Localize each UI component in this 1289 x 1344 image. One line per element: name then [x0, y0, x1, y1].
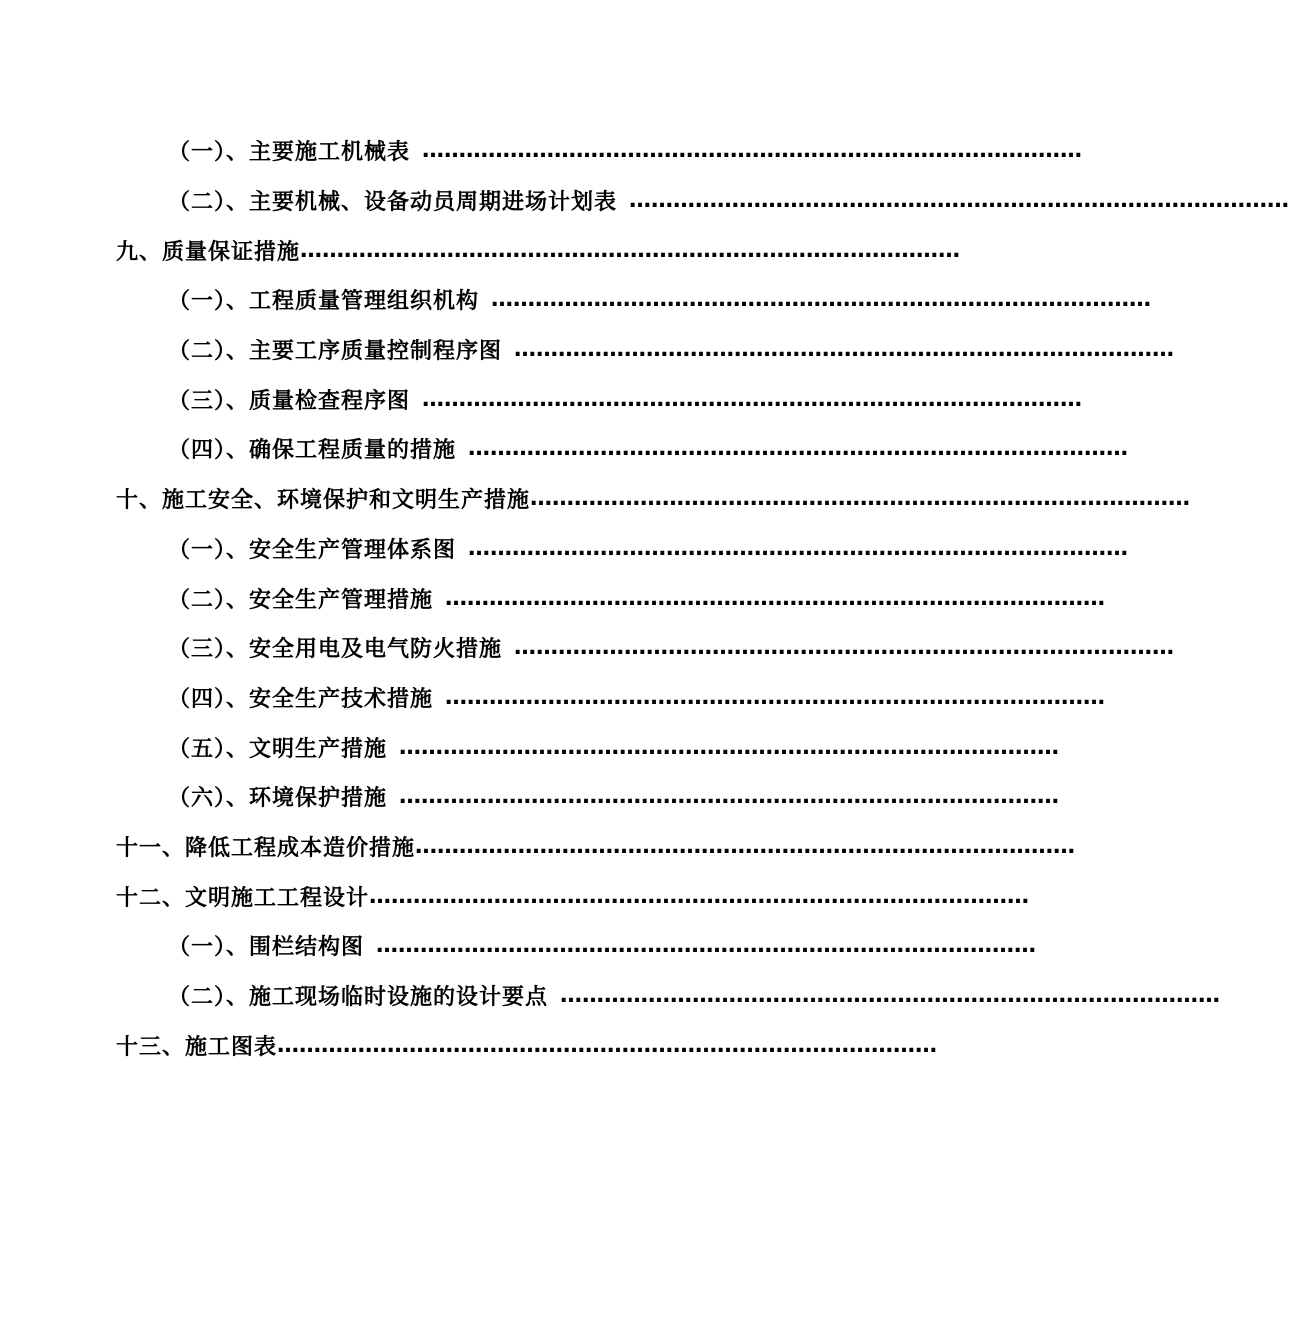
toc-entry-title: （四）、确保工程质量的措施 [168, 438, 457, 464]
toc-section-title: 十一、降低工程成本造价措施 [116, 835, 416, 861]
toc-entry-title: （二）、主要工序质量控制程序图 [168, 339, 503, 365]
toc-entry[interactable] [0, 623, 1175, 673]
toc-entry[interactable] [0, 921, 1037, 971]
toc-dot-leader: ……………………………………………………………………………… [468, 535, 1129, 561]
toc-entry[interactable] [0, 424, 1129, 474]
toc-entry[interactable] [0, 772, 1060, 822]
toc-dot-leader: ……………………………………………………………………………… [399, 784, 1060, 810]
toc-dot-leader: ……………………………………………………………………………… [514, 337, 1175, 363]
toc-dot-leader: ……………………………………………………………………………… [300, 237, 961, 263]
toc-dot-leader: ……………………………………………………………………………… [376, 933, 1037, 959]
toc-entry[interactable] [0, 573, 1106, 623]
toc-entry-title: （二）、主要机械、设备动员周期进场计划表 [168, 190, 618, 216]
toc-entry[interactable] [0, 374, 1083, 424]
toc-entry-title: （一）、围栏结构图 [168, 935, 365, 961]
toc-entry[interactable] [0, 524, 1129, 574]
toc-entry-title: （四）、安全生产技术措施 [168, 686, 434, 712]
toc-section[interactable] [0, 474, 1191, 524]
toc-entry-title: （五）、文明生产措施 [168, 736, 388, 762]
toc-entry-title: （一）、工程质量管理组织机构 [168, 289, 480, 315]
toc-entry[interactable] [0, 126, 1083, 176]
toc-section-title: 九、质量保证措施 [116, 239, 301, 265]
toc-entry[interactable] [0, 176, 1289, 226]
toc-section-title: 十三、施工图表 [116, 1034, 278, 1060]
toc-section[interactable] [0, 871, 1030, 921]
toc-entry[interactable] [0, 971, 1221, 1021]
toc-dot-leader: ……………………………………………………………………………… [530, 486, 1191, 512]
toc-section-title: 十、施工安全、环境保护和文明生产措施 [116, 488, 531, 514]
toc-dot-leader: ……………………………………………………………………………… [491, 287, 1152, 313]
toc-section[interactable] [0, 1020, 938, 1070]
toc-dot-leader: ……………………………………………………………………………… [422, 138, 1083, 164]
toc-entry-title: （六）、环境保护措施 [168, 786, 388, 812]
toc-entry-title: （一）、安全生产管理体系图 [168, 537, 457, 563]
toc-entry-title: （三）、质量检查程序图 [168, 388, 411, 414]
toc-dot-leader: ……………………………………………………………………………… [422, 386, 1083, 412]
table-of-contents [0, 126, 1289, 1070]
toc-entry[interactable] [0, 673, 1106, 723]
toc-entry-title: （三）、安全用电及电气防火措施 [168, 637, 503, 663]
toc-dot-leader: ……………………………………………………………………………… [445, 684, 1106, 710]
toc-section[interactable] [0, 225, 961, 275]
toc-dot-leader: ……………………………………………………………………………… [415, 833, 1076, 859]
toc-dot-leader: ……………………………………………………………………………… [445, 585, 1106, 611]
toc-dot-leader: ……………………………………………………………………………… [399, 734, 1060, 760]
toc-entry[interactable] [0, 325, 1175, 375]
toc-section-title: 十二、文明施工工程设计 [116, 885, 370, 911]
toc-dot-leader: ……………………………………………………………………………… [560, 983, 1221, 1009]
toc-entry[interactable] [0, 722, 1060, 772]
toc-section[interactable] [0, 822, 1076, 872]
toc-dot-leader: ……………………………………………………………………………… [277, 1032, 938, 1058]
toc-entry-title: （二）、施工现场临时设施的设计要点 [168, 985, 549, 1011]
toc-dot-leader: ……………………………………………………………………………… [514, 635, 1175, 661]
toc-dot-leader: ……………………………………………………………………………… [369, 883, 1030, 909]
toc-entry-title: （二）、安全生产管理措施 [168, 587, 434, 613]
toc-dot-leader: ……………………………………………………………………………… [629, 188, 1289, 214]
toc-entry-title: （一）、主要施工机械表 [168, 140, 411, 166]
toc-dot-leader: ……………………………………………………………………………… [468, 436, 1129, 462]
toc-entry[interactable] [0, 275, 1152, 325]
